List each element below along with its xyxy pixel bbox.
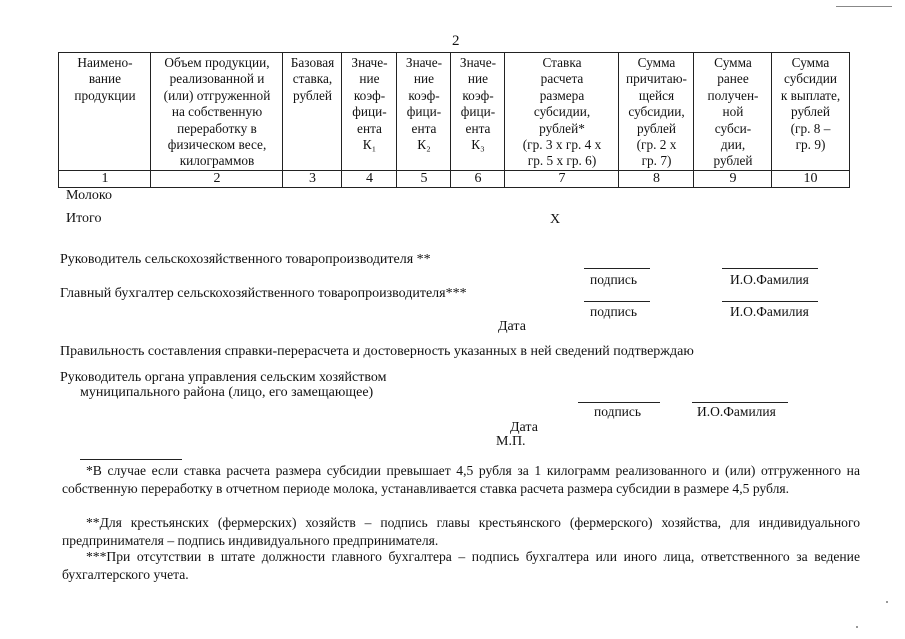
header-col-1-line: продукции: [74, 87, 136, 103]
header-col-3-line: ставка,: [292, 71, 333, 87]
header-col-8-line: щейся: [638, 87, 675, 103]
header-col-9-line: получен-: [707, 87, 759, 103]
page-number: 2: [452, 33, 460, 49]
header-col-3-line: рублей: [292, 87, 333, 103]
footnote-1-text: *В случае если ставка расчета размера субсидии превышает 4,5 рубля за 1 килограмм реализованного и (или) отгруженного на собственную переработку в отчетном периоде молока, устанавливается ставка расчета размера субсидии в размере 4,5 рубля.: [62, 463, 860, 496]
header-col-2-line: на собственную: [171, 104, 263, 120]
header-col-6: [450, 52, 505, 170]
header-col-2-line: физическом весе,: [167, 137, 267, 153]
header-col-6-line: ента: [465, 120, 491, 136]
accountant-signature-caption: подпись: [590, 304, 638, 319]
header-col-5-line: Значе-: [405, 55, 443, 70]
column-number-5: 5: [396, 170, 451, 188]
column-number-6: 6: [450, 170, 505, 188]
header-col-8-line: рублей: [636, 120, 677, 136]
header-col-7-line: гр. 5 х гр. 6): [527, 153, 597, 169]
column-number-3: 3: [282, 170, 342, 188]
header-col-8-line: (гр. 2 х: [636, 137, 677, 153]
header-col-8-line: причитаю-: [626, 71, 687, 87]
footnote-2: [62, 514, 860, 549]
accountant-name-line: [722, 301, 818, 302]
footnote-rule: [80, 459, 182, 460]
header-col-7-line: (гр. 3 х гр. 4 х: [522, 137, 602, 153]
official-title-line2: муниципального района (лицо, его замещающее): [80, 385, 374, 400]
official-date-label: Дата: [510, 420, 538, 435]
official-name-caption: И.О.Фамилия: [697, 404, 776, 419]
footnote-3: [62, 548, 860, 583]
column-number-1: 1: [58, 170, 151, 188]
header-col-6-line: Значе-: [459, 55, 497, 70]
header-col-4-line: Значе-: [351, 55, 388, 70]
header-col-4-line: фици-: [352, 104, 387, 120]
signature-date-label: Дата: [498, 319, 526, 334]
head-name-line: [722, 268, 818, 269]
header-col-2: [150, 52, 283, 170]
header-col-4-line: коэф-: [353, 87, 386, 103]
accountant-name-caption: И.О.Фамилия: [730, 304, 809, 319]
header-col-7-line: размера: [539, 87, 585, 103]
official-signature-line: [578, 402, 660, 403]
total-col7-mark: Х: [550, 212, 561, 227]
header-col-7-line: Ставка: [542, 55, 582, 70]
header-col-9-line: ной: [722, 104, 744, 120]
header-col-7: [504, 52, 619, 170]
stamp-label: М.П.: [496, 434, 526, 449]
header-col-3-line: Базовая: [290, 55, 335, 70]
header-col-2-line: переработку в: [177, 120, 257, 136]
header-col-3: [282, 52, 342, 170]
header-col-10-line: гр. 9): [795, 137, 826, 153]
header-col-9-line: Сумма: [714, 55, 752, 70]
header-col-1-line: вание: [88, 71, 122, 87]
header-col-4-line: ние: [359, 71, 380, 87]
header-col-5-line: коэф-: [408, 87, 440, 103]
column-number-7: 7: [504, 170, 619, 188]
header-col-8-line: Сумма: [637, 55, 676, 70]
header-col-9-line: дии,: [720, 137, 746, 153]
column-number-4: 4: [341, 170, 397, 188]
header-col-5-line: ние: [413, 71, 435, 87]
confirmation-statement: Правильность составления справки-перерасчета и достоверность указанных в ней сведений подтверждаю: [60, 344, 694, 359]
corner-rule: [836, 6, 892, 7]
header-col-8-line: субсидии,: [628, 104, 685, 120]
header-col-6-line: ние: [467, 71, 489, 87]
header-col-9-line: субси-: [714, 120, 752, 136]
footnote-3-text: ***При отсутствии в штате должности главного бухгалтера – подпись бухгалтера или иного лица, ответственного за ведение бухгалтерского учета.: [62, 549, 860, 582]
header-col-5: [396, 52, 451, 170]
head-title: Руководитель сельскохозяйственного товаропроизводителя **: [60, 252, 431, 267]
header-col-9: [693, 52, 772, 170]
header-col-9-line: ранее: [717, 71, 749, 87]
footnote-2-text: **Для крестьянских (фермерских) хозяйств – подпись главы крестьянского (фермерского) хозяйства, для индивидуального предпринимателя – подпись индивидуального предпринимателя.: [62, 515, 860, 548]
scan-speck: [856, 626, 858, 628]
header-col-7-line: рублей*: [539, 120, 585, 136]
head-signature-line: [584, 268, 650, 269]
footnote-1: [62, 462, 860, 497]
row-label-milk: Молоко: [66, 188, 112, 203]
header-col-4-line: ента: [357, 120, 382, 136]
row-label-total: Итого: [66, 211, 102, 226]
header-col-5-line: ента: [411, 120, 437, 136]
header-col-6-line: фици-: [460, 104, 496, 120]
column-number-10: 10: [771, 170, 850, 188]
header-col-10-line: рублей: [790, 104, 831, 120]
header-col-1-line: Наимено-: [77, 55, 133, 70]
header-col-10-line: Сумма: [791, 55, 830, 70]
header-col-8: [618, 52, 694, 170]
header-col-6-line: коэф-: [462, 87, 494, 103]
header-col-9-line: рублей: [713, 153, 753, 169]
header-col-2-line: Объем продукции,: [164, 55, 270, 70]
accountant-signature-line: [584, 301, 650, 302]
header-col-2-line: килограммов: [179, 153, 255, 169]
official-signature-caption: подпись: [594, 404, 642, 419]
header-col-7-line: расчета: [540, 71, 584, 87]
header-col-5-line: фици-: [406, 104, 442, 120]
header-col-10-line: субсидии: [784, 71, 837, 87]
header-col-10-line: к выплате,: [780, 87, 841, 103]
header-col-8-line: гр. 7): [641, 153, 672, 169]
column-number-2: 2: [150, 170, 283, 188]
accountant-title: Главный бухгалтер сельскохозяйственного товаропроизводителя***: [60, 286, 467, 301]
official-name-line: [692, 402, 788, 403]
subsidy-table: [58, 52, 850, 188]
header-col-2-line: (или) отгруженной: [163, 87, 271, 103]
header-col-10-line: (гр. 8 –: [790, 120, 831, 136]
header-col-2-line: реализованной и: [169, 71, 265, 87]
header-col-10: [771, 52, 850, 170]
header-col-6-line: К₃: [471, 137, 485, 153]
column-number-8: 8: [618, 170, 694, 188]
scan-speck: [886, 601, 888, 603]
header-col-5-line: К₂: [417, 137, 431, 153]
head-signature-caption: подпись: [590, 272, 638, 287]
column-number-9: 9: [693, 170, 772, 188]
header-col-1: [58, 52, 151, 170]
official-title-line1: Руководитель органа управления сельским хозяйством: [60, 370, 387, 385]
header-col-4: [341, 52, 397, 170]
header-col-7-line: субсидии,: [533, 104, 591, 120]
head-name-caption: И.О.Фамилия: [730, 272, 809, 287]
header-col-4-line: К₁: [362, 137, 377, 153]
